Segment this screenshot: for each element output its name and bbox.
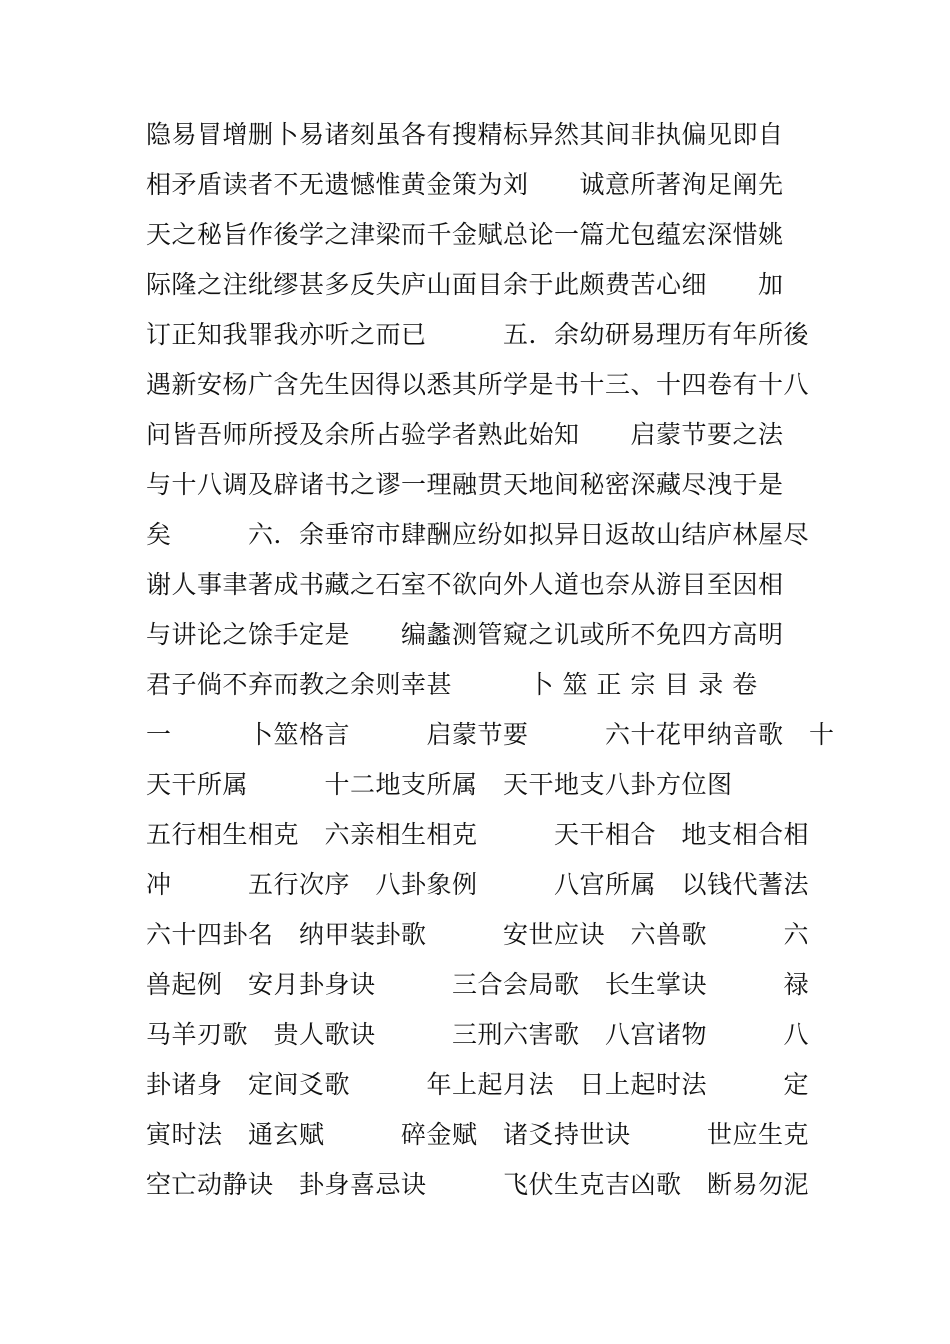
text-line: 隐易冒增删卜易诸刻虽各有搜精标异然其间非执偏见即自 [146, 120, 784, 149]
text-line: 兽起例 安月卦身诀 三合会局歌 长生掌诀 禄 [146, 970, 810, 999]
text-line: 天之秘旨作後学之津梁而千金赋总论一篇尤包蕴宏深惜姚 [146, 220, 784, 249]
text-line: 订正知我罪我亦听之而已 五．余幼研易理历有年所後 [146, 320, 810, 349]
text-line: 五行相生相克 六亲相生相克 天干相合 地支相合相 [146, 820, 810, 849]
text-line: 与讲论之馀手定是 编蠡测管窥之讥或所不免四方高明 [146, 620, 784, 649]
text-line: 天干所属 十二地支所属 天干地支八卦方位图 [146, 770, 733, 799]
text-line: 冲 五行次序 八卦象例 八宫所属 以钱代蓍法 [146, 870, 810, 899]
text-line: 际隆之注纰缪甚多反失庐山面目余于此颇费苦心细 加 [146, 270, 784, 299]
text-line: 矣 六．余垂帘市肆酬应纷如拟异日返故山结庐林屋尽 [146, 520, 810, 549]
text-line: 六十四卦名 纳甲装卦歌 安世应诀 六兽歌 六 [146, 920, 810, 949]
text-line: 谢人事聿著成书藏之石室不欲向外人道也奈从游目至因相 [146, 570, 784, 599]
text-line: 空亡动静诀 卦身喜忌诀 飞伏生克吉凶歌 断易勿泥 [146, 1170, 810, 1199]
text-line: 与十八调及辟诸书之谬一理融贯天地间秘密深藏尽洩于是 [146, 470, 784, 499]
text-line: 君子倘不弃而教之余则幸甚 卜 筮 正 宗 目 录 卷 [146, 670, 758, 699]
text-line: 寅时法 通玄赋 碎金赋 诸爻持世诀 世应生克 [146, 1120, 810, 1149]
text-line: 卦诸身 定间爻歌 年上起月法 日上起时法 定 [146, 1070, 810, 1099]
text-line: 遇新安杨广含先生因得以悉其所学是书十三、十四卷有十八 [146, 370, 810, 399]
text-line: 问皆吾师所授及余所占验学者熟此始知 启蒙节要之法 [146, 420, 784, 449]
body-text [146, 110, 835, 1210]
text-line: 一 卜筮格言 启蒙节要 六十花甲纳音歌 十 [146, 720, 835, 749]
text-line: 马羊刃歌 贵人歌诀 三刑六害歌 八宫诸物 八 [146, 1020, 810, 1049]
text-line: 相矛盾读者不无遗憾惟黄金策为刘 诚意所著洵足阐先 [146, 170, 784, 199]
